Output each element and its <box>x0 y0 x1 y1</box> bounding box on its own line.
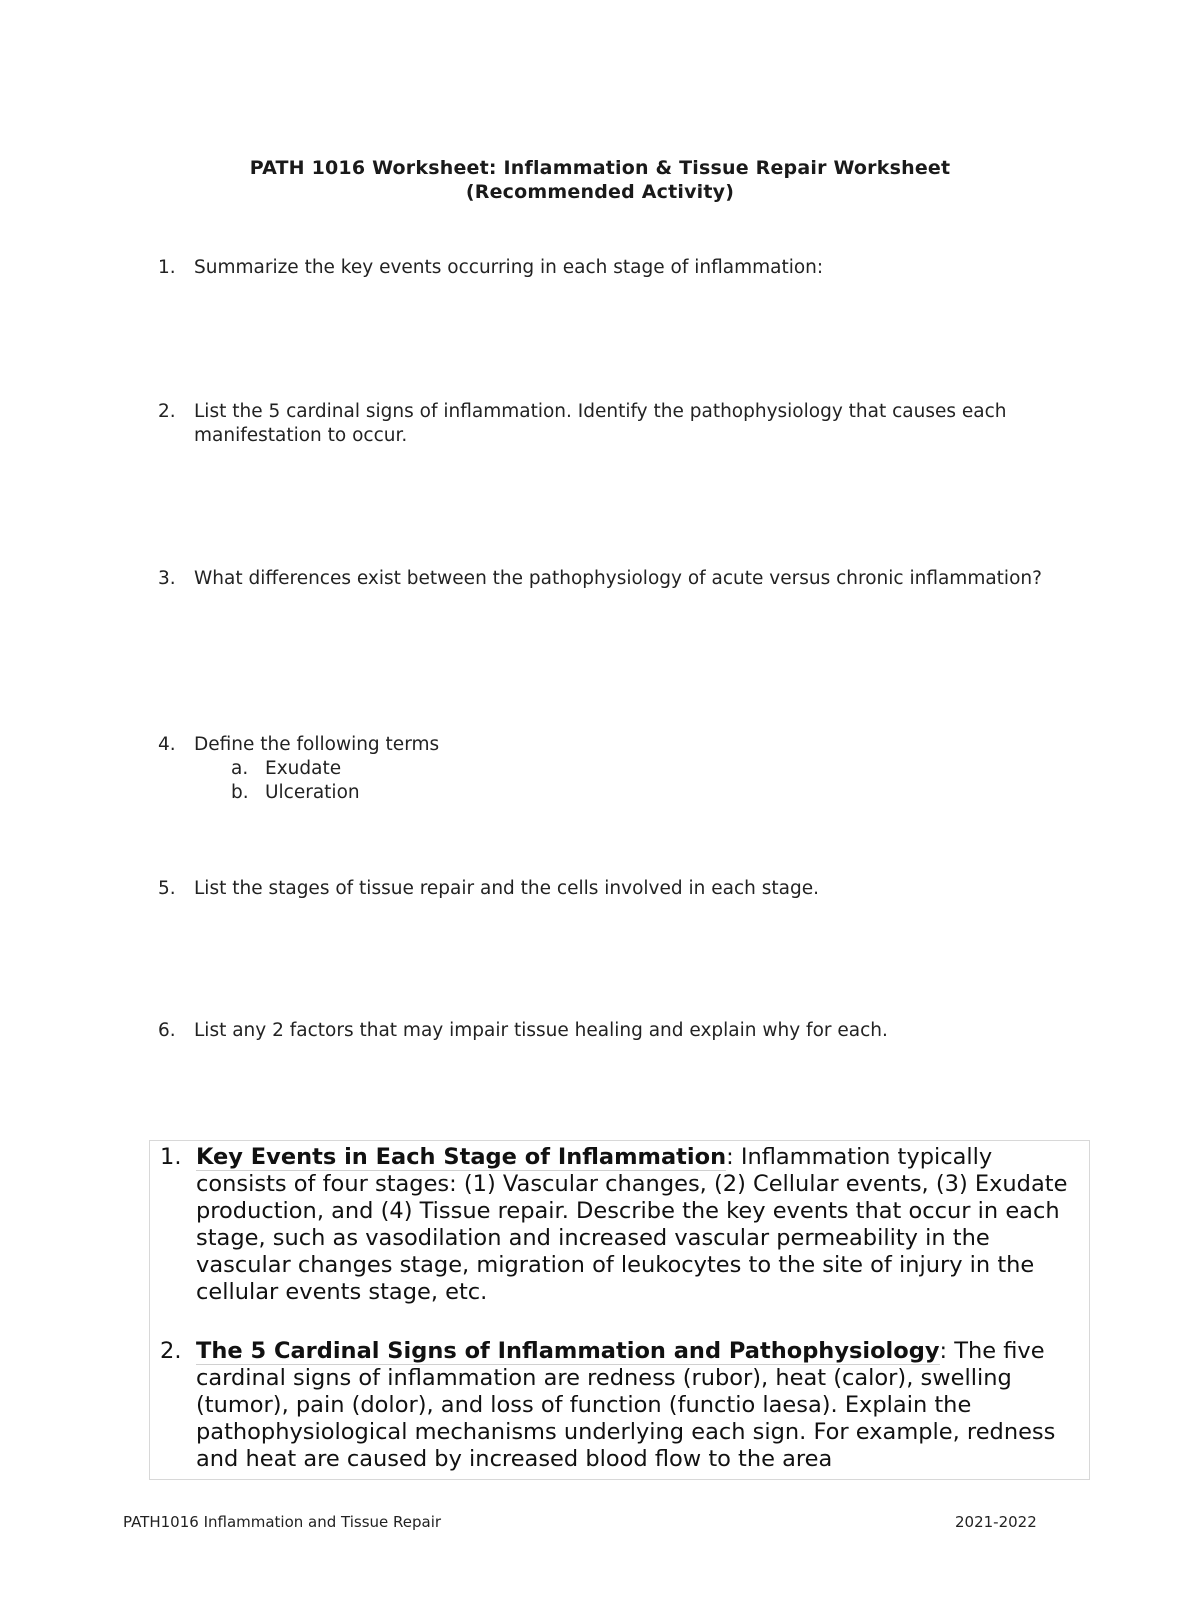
term-letter: a. <box>231 758 249 779</box>
term-letter: b. <box>231 782 249 803</box>
question-number: 4. <box>158 734 176 755</box>
question-number: 1. <box>158 257 176 278</box>
worksheet-subtitle: (Recommended Activity) <box>465 181 735 203</box>
answer-panel <box>149 1140 1090 1480</box>
footer-course: PATH1016 Inflammation and Tissue Repair <box>123 1513 442 1531</box>
question-text: What differences exist between the pathophysiology of acute versus chronic inflammation? <box>194 568 1042 589</box>
question-number: 2. <box>158 401 176 422</box>
question-number: 6. <box>158 1020 176 1041</box>
answer-heading: The 5 Cardinal Signs of Inflammation and Pathophysiology <box>196 1338 940 1364</box>
answer-text <box>196 1338 1076 1473</box>
term-text: Ulceration <box>265 782 360 803</box>
answer-body: : The five cardinal signs of inflammation are redness (rubor), heat (calor), swelling (tumor), pain (dolor), and loss of function (functio laesa). Explain the pathophysiological mechanisms underlying each sign. For example, redness and heat are caused by increased blood flow to the area <box>196 1338 1056 1472</box>
question-number: 3. <box>158 568 176 589</box>
footer-year: 2021-2022 <box>955 1513 1037 1531</box>
answer-text <box>196 1144 1076 1306</box>
question-text: Summarize the key events occurring in each stage of inflammation: <box>194 257 824 278</box>
question-text: List the 5 cardinal signs of inflammation. Identify the pathophysiology that causes each manifestation to occur. <box>194 401 1007 446</box>
answer-number: 2. <box>160 1338 182 1364</box>
term-text: Exudate <box>265 758 342 779</box>
question-text: List any 2 factors that may impair tissue healing and explain why for each. <box>194 1020 888 1041</box>
question-text: Define the following terms <box>194 734 440 755</box>
answer-body: : Inflammation typically consists of four stages: (1) Vascular changes, (2) Cellular events, (3) Exudate production, and (4) Tissue repair. Describe the key events that occur in each stage, such as vasodilation and increased vascular permeability in the vascular changes stage, migration of leukocytes to the site of injury in the cellular events stage, etc. <box>196 1144 1068 1305</box>
answer-number: 1. <box>160 1144 182 1170</box>
question-number: 5. <box>158 878 176 899</box>
worksheet-title: PATH 1016 Worksheet: Inflammation & Tissue Repair Worksheet <box>249 157 951 179</box>
question-text: List the stages of tissue repair and the cells involved in each stage. <box>194 878 819 899</box>
answer-heading: Key Events in Each Stage of Inflammation <box>196 1144 727 1170</box>
